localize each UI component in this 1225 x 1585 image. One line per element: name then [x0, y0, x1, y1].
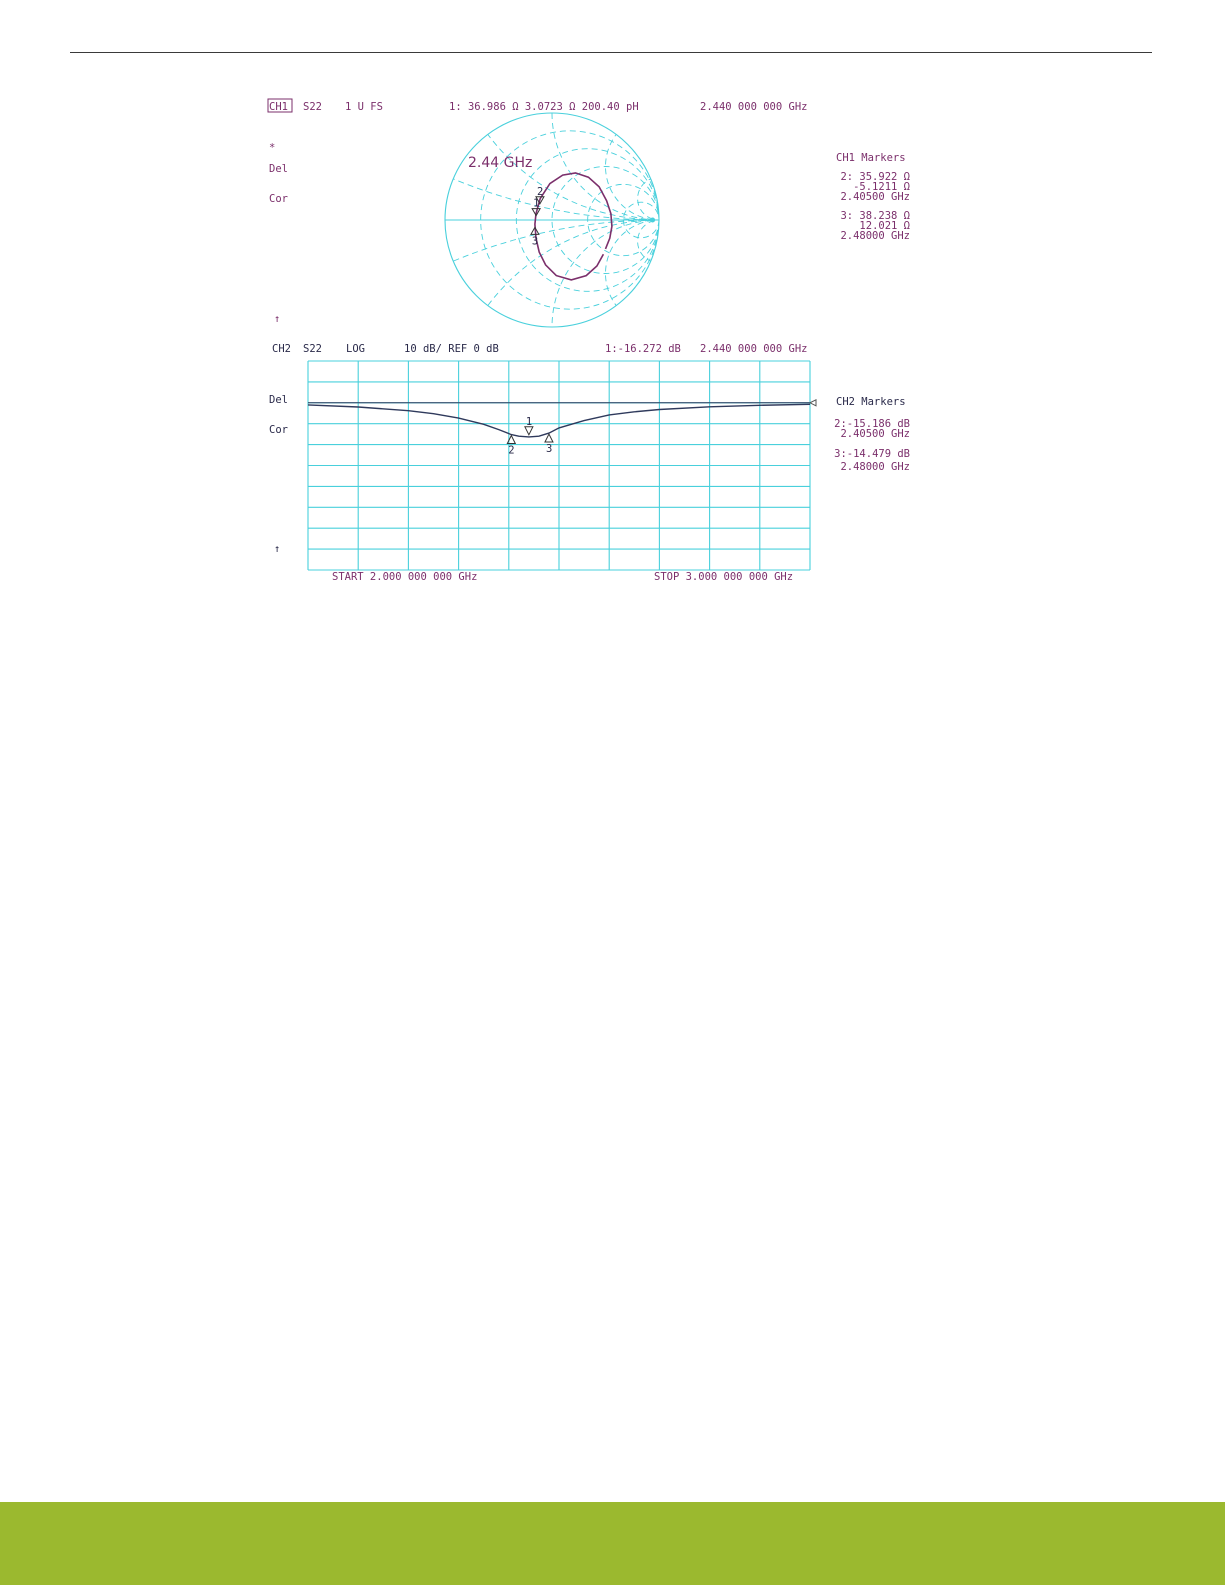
- ch2-status-del: Del: [269, 394, 288, 406]
- smith-marker-label-1: 1: [533, 197, 540, 210]
- log-marker-label-1: 1: [525, 415, 533, 428]
- ch1-ref-arrow: ↑: [274, 313, 281, 325]
- ch2-channel-label: CH2: [272, 343, 291, 355]
- reference-level-pointer: [810, 400, 816, 406]
- footer-bar: [0, 1502, 1225, 1585]
- ch2-status-cor: Cor: [269, 424, 288, 436]
- log-marker-3: [545, 434, 553, 442]
- smith-marker-label-2: 3: [531, 235, 539, 248]
- smith-reactance-arc: [606, 220, 713, 327]
- smith-open-point: [650, 218, 655, 223]
- ch2-start-frequency: START 2.000 000 000 GHz: [332, 571, 478, 583]
- smith-reactance-arc: [552, 6, 766, 220]
- ch2-ref-arrow: ↑: [274, 543, 281, 555]
- ch1-format: 1 U FS: [345, 101, 383, 113]
- log-marker-label-3: 3: [545, 443, 553, 456]
- ch1-status-cor: Cor: [269, 193, 288, 205]
- ch2-scale: 10 dB/ REF 0 dB: [404, 343, 499, 355]
- ch1-channel-label: CH1: [269, 101, 288, 113]
- ch1-marker-readout: 1: 36.986 Ω 3.0723 Ω 200.40 pH: [449, 101, 639, 113]
- smith-chart-trace: [535, 173, 612, 280]
- ch1-marker2-reactance: -5.1211 Ω: [853, 181, 910, 193]
- smith-reactance-arc: [606, 113, 713, 220]
- ch1-status-star: *: [269, 142, 276, 154]
- ch2-frequency: 2.440 000 000 GHz: [700, 343, 808, 355]
- ch2-stop-frequency: STOP 3.000 000 000 GHz: [654, 571, 794, 583]
- ch1-marker3-reactance: 12.021 Ω: [859, 220, 910, 232]
- ch2-format: LOG: [346, 343, 365, 355]
- ch2-marker2-value: 2:-15.186 dB: [834, 418, 910, 430]
- ch1-marker2-resistance: 2: 35.922 Ω: [840, 171, 910, 183]
- ch1-parameter: S22: [303, 101, 322, 113]
- ch1-marker2-frequency: 2.40500 GHz: [840, 191, 910, 203]
- log-marker-1: [525, 427, 533, 435]
- ch2-parameter: S22: [303, 343, 322, 355]
- ch2-marker2-frequency: 2.40500 GHz: [840, 428, 910, 440]
- ch2-marker-readout: 1:-16.272 dB: [605, 343, 681, 355]
- ch2-marker3-frequency: 2.48000 GHz: [840, 461, 910, 473]
- ch1-status-del: Del: [269, 163, 288, 175]
- ch1-markers-title: CH1 Markers: [836, 152, 906, 164]
- log-plot-grid: [308, 361, 810, 570]
- smith-frequency-annotation: 2.44 GHz: [468, 155, 533, 171]
- network-analyzer-display: [0, 0, 1225, 600]
- smith-marker-label-3: 2: [536, 185, 544, 198]
- ch1-frequency: 2.440 000 000 GHz: [700, 101, 808, 113]
- smith-markers: [531, 186, 544, 248]
- log-marker-label-2: 2: [508, 444, 515, 457]
- ch2-markers-title: CH2 Markers: [836, 396, 906, 408]
- ch2-marker3-value: 3:-14.479 dB: [834, 448, 910, 460]
- ch1-marker3-frequency: 2.48000 GHz: [840, 230, 910, 242]
- ch1-marker3-resistance: 3: 38.238 Ω: [840, 210, 910, 222]
